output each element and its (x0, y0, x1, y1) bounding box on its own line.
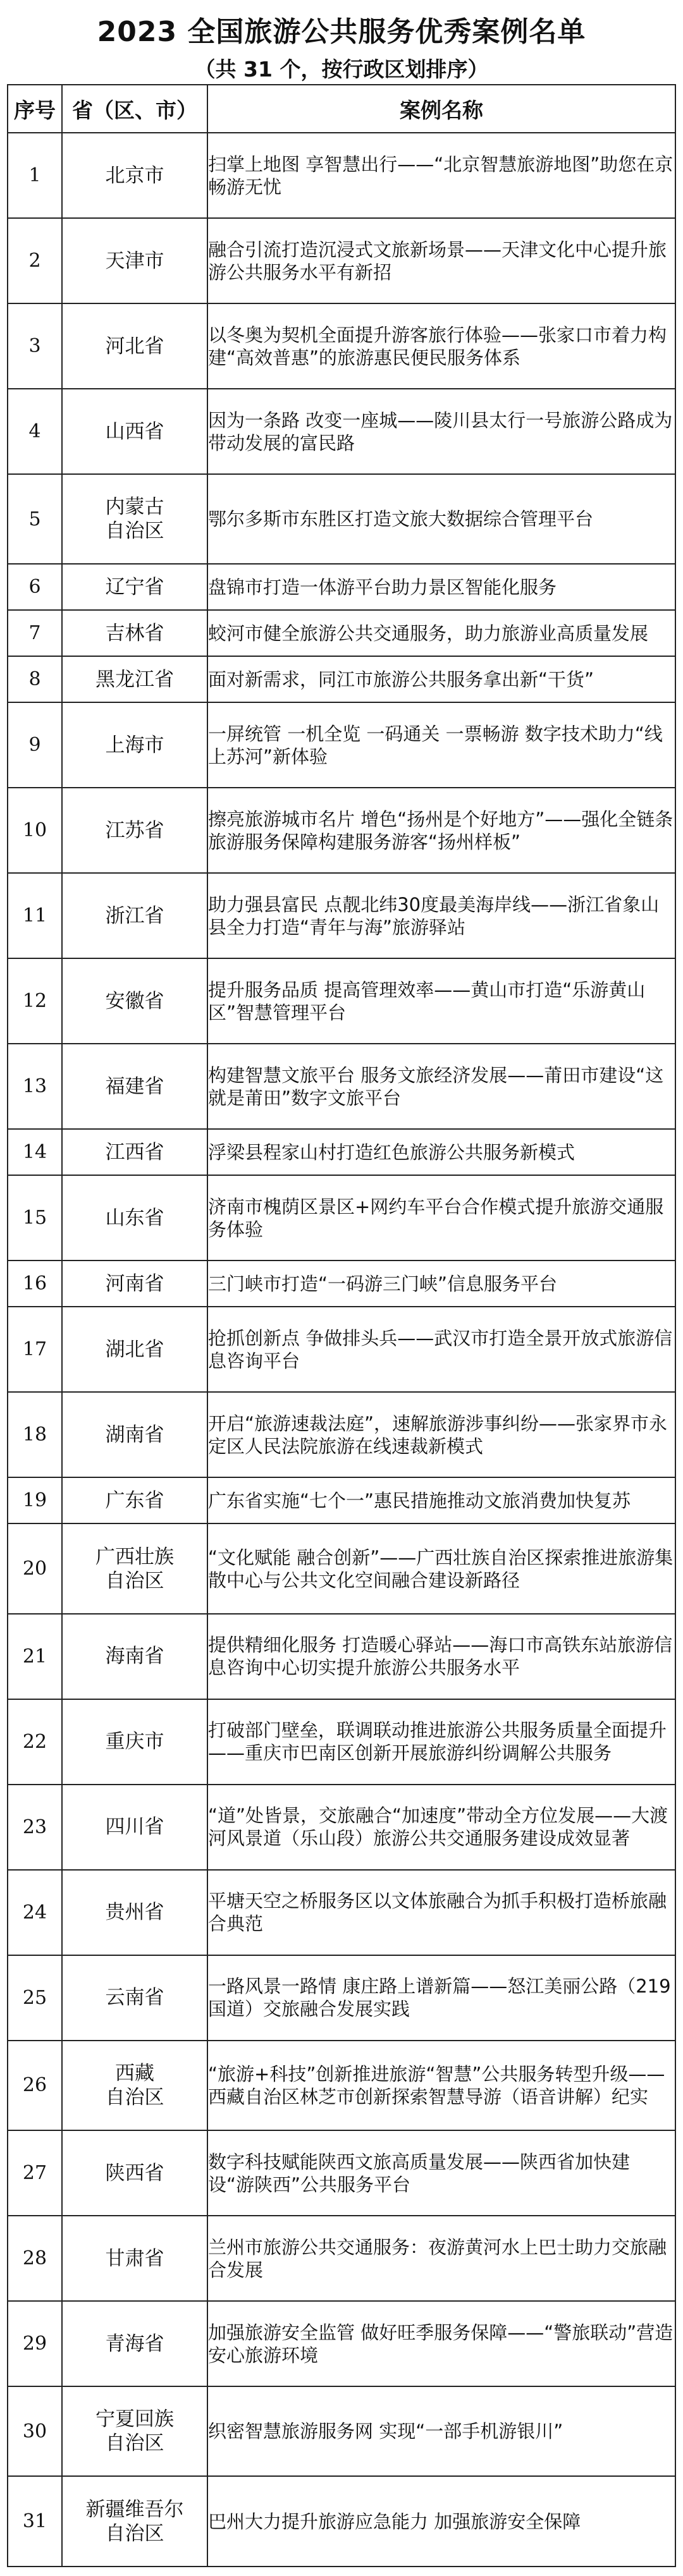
row-number: 28 (8, 2216, 62, 2301)
row-case-name: 广东省实施“七个一”惠民措施推动文旅消费加快复苏 (207, 1477, 675, 1523)
header-num: 序号 (8, 85, 62, 133)
row-province: 江西省 (62, 1129, 207, 1175)
table-row (8, 2216, 675, 2301)
row-province: 湖南省 (62, 1392, 207, 1477)
row-province: 云南省 (62, 1955, 207, 2041)
table-row (8, 1699, 675, 1785)
table-row (8, 1129, 675, 1175)
row-province: 贵州省 (62, 1870, 207, 1955)
row-case-name: 擦亮旅游城市名片 增色“扬州是个好地方”——强化全链条旅游服务保障构建服务游客“扬州样板” (207, 788, 675, 873)
row-province: 青海省 (62, 2301, 207, 2386)
row-case-name: 提供精细化服务 打造暖心驿站——海口市高铁东站旅游信息咨询中心切实提升旅游公共服务水平 (207, 1614, 675, 1699)
table-row (8, 2301, 675, 2386)
header-province: 省（区、市） (62, 85, 207, 133)
row-case-name: 一路风景一路情 康庄路上谱新篇——怒江美丽公路（219国道）交旅融合发展实践 (207, 1955, 675, 2041)
row-number: 27 (8, 2130, 62, 2216)
row-province: 辽宁省 (62, 564, 207, 610)
row-number: 19 (8, 1477, 62, 1523)
table-row (8, 1614, 675, 1699)
row-number: 21 (8, 1614, 62, 1699)
row-province: 海南省 (62, 1614, 207, 1699)
row-province: 浙江省 (62, 873, 207, 958)
row-province: 黑龙江省 (62, 656, 207, 702)
row-number: 12 (8, 958, 62, 1044)
row-number: 9 (8, 702, 62, 788)
row-province: 重庆市 (62, 1699, 207, 1785)
table-row (8, 958, 675, 1044)
row-case-name: “文化赋能 融合创新”——广西壮族自治区探索推进旅游集散中心与公共文化空间融合建设新路径 (207, 1523, 675, 1613)
row-province: 福建省 (62, 1044, 207, 1129)
row-number: 5 (8, 474, 62, 564)
row-case-name: 面对新需求，同江市旅游公共服务拿出新“干货” (207, 656, 675, 702)
row-province: 上海市 (62, 702, 207, 788)
row-case-name: 三门峡市打造“一码游三门峡”信息服务平台 (207, 1261, 675, 1307)
row-province: 广东省 (62, 1477, 207, 1523)
row-number: 15 (8, 1175, 62, 1261)
row-case-name: 一屏统管 一机全览 一码通关 一票畅游 数字技术助力“线上苏河”新体验 (207, 702, 675, 788)
table-row (8, 303, 675, 389)
row-number: 31 (8, 2476, 62, 2567)
row-case-name: 提升服务品质 提高管理效率——黄山市打造“乐游黄山区”智慧管理平台 (207, 958, 675, 1044)
row-number: 20 (8, 1523, 62, 1613)
row-case-name: 巴州大力提升旅游应急能力 加强旅游安全保障 (207, 2476, 675, 2567)
row-case-name: 以冬奥为契机全面提升游客旅行体验——张家口市着力构建“高效普惠”的旅游惠民便民服务体系 (207, 303, 675, 389)
table-row (8, 1307, 675, 1392)
row-province: 吉林省 (62, 610, 207, 656)
table-row (8, 1785, 675, 1870)
row-province: 宁夏回族 自治区 (62, 2386, 207, 2476)
row-province: 山东省 (62, 1175, 207, 1261)
row-province: 陕西省 (62, 2130, 207, 2216)
row-number: 17 (8, 1307, 62, 1392)
row-case-name: 平塘天空之桥服务区以文体旅融合为抓手积极打造桥旅融合典范 (207, 1870, 675, 1955)
row-case-name: 抢抓创新点 争做排头兵——武汉市打造全景开放式旅游信息咨询平台 (207, 1307, 675, 1392)
row-number: 7 (8, 610, 62, 656)
row-case-name: 织密智慧旅游服务网 实现“一部手机游银川” (207, 2386, 675, 2476)
table-row (8, 873, 675, 958)
row-number: 14 (8, 1129, 62, 1175)
table-row (8, 1955, 675, 2041)
row-case-name: 盘锦市打造一体游平台助力景区智能化服务 (207, 564, 675, 610)
row-province: 新疆维吾尔 自治区 (62, 2476, 207, 2567)
row-case-name: 构建智慧文旅平台 服务文旅经济发展——莆田市建设“这就是莆田”数字文旅平台 (207, 1044, 675, 1129)
row-case-name: 开启“旅游速裁法庭”，速解旅游涉事纠纷——张家界市永定区人民法院旅游在线速裁新模式 (207, 1392, 675, 1477)
row-province: 河南省 (62, 1261, 207, 1307)
row-case-name: “道”处皆景，交旅融合“加速度”带动全方位发展——大渡河风景道（乐山段）旅游公共交通服务建设成效显著 (207, 1785, 675, 1870)
table-row (8, 2476, 675, 2567)
row-number: 4 (8, 389, 62, 474)
row-province: 天津市 (62, 218, 207, 303)
row-case-name: 蛟河市健全旅游公共交通服务，助力旅游业高质量发展 (207, 610, 675, 656)
table-row (8, 474, 675, 564)
table-row (8, 1261, 675, 1307)
case-list-table (7, 84, 676, 2567)
table-row (8, 2130, 675, 2216)
table-header-row (8, 85, 675, 133)
row-province: 广西壮族 自治区 (62, 1523, 207, 1613)
row-number: 23 (8, 1785, 62, 1870)
row-case-name: “旅游+科技”创新推进旅游“智慧”公共服务转型升级——西藏自治区林芝市创新探索智慧导游（语音讲解）纪实 (207, 2041, 675, 2130)
row-province: 江苏省 (62, 788, 207, 873)
row-case-name: 兰州市旅游公共交通服务：夜游黄河水上巴士助力交旅融合发展 (207, 2216, 675, 2301)
row-number: 30 (8, 2386, 62, 2476)
header-case-name: 案例名称 (207, 85, 675, 133)
table-row (8, 2041, 675, 2130)
table-row (8, 564, 675, 610)
row-number: 22 (8, 1699, 62, 1785)
row-number: 10 (8, 788, 62, 873)
row-number: 16 (8, 1261, 62, 1307)
document-subtitle: （共 31 个，按行政区划排序） (194, 57, 489, 82)
table-row (8, 1523, 675, 1613)
row-province: 四川省 (62, 1785, 207, 1870)
table-row (8, 1044, 675, 1129)
row-case-name: 扫掌上地图 享智慧出行——“北京智慧旅游地图”助您在京畅游无忧 (207, 133, 675, 218)
row-number: 11 (8, 873, 62, 958)
row-number: 24 (8, 1870, 62, 1955)
row-province: 河北省 (62, 303, 207, 389)
table-row (8, 2386, 675, 2476)
table-row (8, 610, 675, 656)
row-case-name: 数字科技赋能陕西文旅高质量发展——陕西省加快建设“游陕西”公共服务平台 (207, 2130, 675, 2216)
row-case-name: 打破部门壁垒，联调联动推进旅游公共服务质量全面提升——重庆市巴南区创新开展旅游纠纷调解公共服务 (207, 1699, 675, 1785)
row-province: 北京市 (62, 133, 207, 218)
row-case-name: 浮梁县程家山村打造红色旅游公共服务新模式 (207, 1129, 675, 1175)
row-case-name: 因为一条路 改变一座城——陵川县太行一号旅游公路成为带动发展的富民路 (207, 389, 675, 474)
row-case-name: 济南市槐荫区景区+网约车平台合作模式提升旅游交通服务体验 (207, 1175, 675, 1261)
row-number: 13 (8, 1044, 62, 1129)
row-case-name: 助力强县富民 点靓北纬30度最美海岸线——浙江省象山县全力打造“青年与海”旅游驿站 (207, 873, 675, 958)
table-row (8, 133, 675, 218)
row-case-name: 加强旅游安全监管 做好旺季服务保障——“警旅联动”营造安心旅游环境 (207, 2301, 675, 2386)
table-row (8, 656, 675, 702)
table-row (8, 218, 675, 303)
row-number: 1 (8, 133, 62, 218)
row-number: 29 (8, 2301, 62, 2386)
table-row (8, 1477, 675, 1523)
table-row (8, 389, 675, 474)
table-row (8, 1175, 675, 1261)
document-title: 2023 全国旅游公共服务优秀案例名单 (97, 16, 586, 48)
row-number: 6 (8, 564, 62, 610)
row-number: 25 (8, 1955, 62, 2041)
row-number: 26 (8, 2041, 62, 2130)
row-number: 18 (8, 1392, 62, 1477)
table-row (8, 788, 675, 873)
row-province: 甘肃省 (62, 2216, 207, 2301)
row-number: 3 (8, 303, 62, 389)
table-row (8, 702, 675, 788)
row-case-name: 融合引流打造沉浸式文旅新场景——天津文化中心提升旅游公共服务水平有新招 (207, 218, 675, 303)
row-case-name: 鄂尔多斯市东胜区打造文旅大数据综合管理平台 (207, 474, 675, 564)
row-province: 西藏 自治区 (62, 2041, 207, 2130)
table-row (8, 1392, 675, 1477)
table-row (8, 1870, 675, 1955)
row-province: 湖北省 (62, 1307, 207, 1392)
row-number: 8 (8, 656, 62, 702)
row-province: 山西省 (62, 389, 207, 474)
row-number: 2 (8, 218, 62, 303)
row-province: 安徽省 (62, 958, 207, 1044)
row-province: 内蒙古 自治区 (62, 474, 207, 564)
